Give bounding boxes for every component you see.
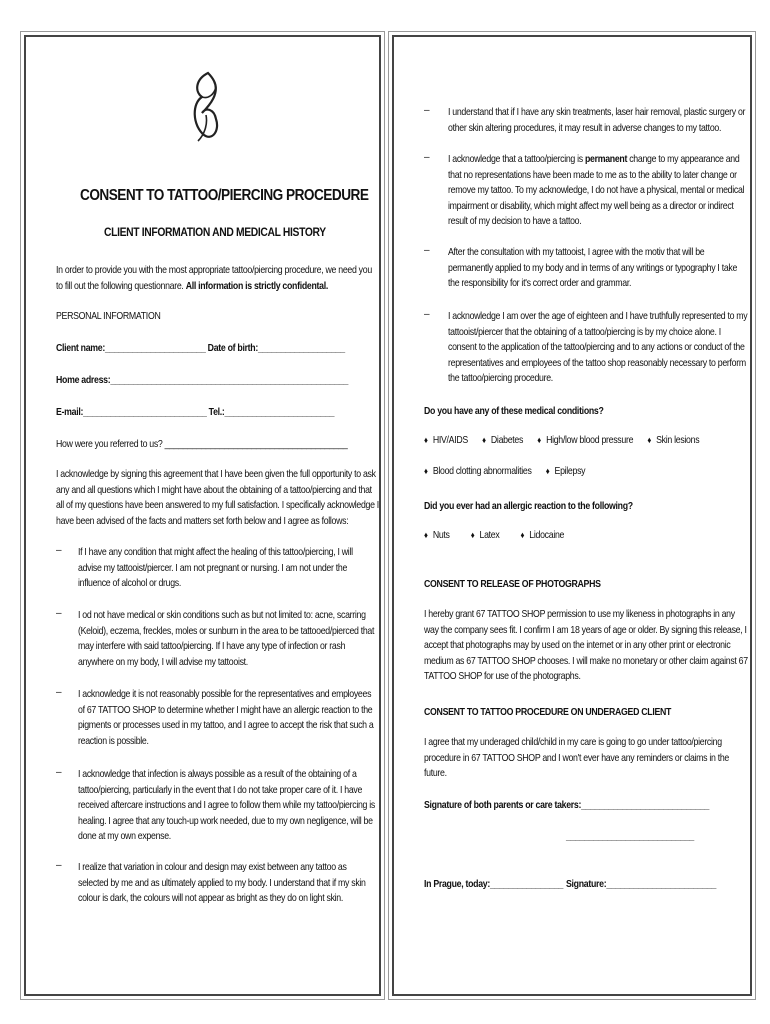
intro-plain: to fill out the following questionnare.: [56, 280, 186, 292]
item-line: representatives and employees of the tattoo shop reasonably necessary to perform: [448, 357, 746, 369]
dash-bullet: –: [424, 245, 430, 256]
item-text: [78, 545, 353, 592]
item-line: tattoo/piercing, particularly in the event that I do not take proper care of it. I have: [78, 784, 363, 796]
item-line: other skin altering procedures, it may result in adverse changes to my tattoo.: [448, 122, 722, 134]
item-line: the responsibility for it's correct order and grammar.: [448, 278, 632, 289]
photo-line: medium as 67 TATTOO SHOP chooses. I will make no monetary or other claim against 67: [424, 655, 748, 667]
dash-bullet: –: [424, 309, 430, 320]
item-line: pigments or processes used in my tattoo, and I agree to accept the risk that such a: [78, 720, 374, 731]
underage-line: I agree that my underaged child/child in my care is going to go under tattoo/piercing: [424, 737, 722, 748]
place-date-field[interactable]: In Prague, today:________________: [424, 879, 564, 890]
condition-option[interactable]: Blood clotting abnormalities: [432, 466, 532, 477]
parents-signature-line-2[interactable]: ____________________________: [566, 831, 695, 842]
item-line: (Keloid), eczema, freckles, moles or sunburn in the area to be tattooed/pierced that: [78, 625, 375, 637]
item-line: I understand that if I have any skin treatments, laser hair removal, plastic surgery or: [448, 107, 746, 118]
condition-option[interactable]: Epilepsy: [554, 466, 586, 477]
item-line: If I have any condition that might affect the healing of this tattoo/piercing, I will: [78, 547, 353, 558]
medical-conditions-row: [424, 435, 711, 446]
item-lead: I acknowledge that a tattoo/piercing is: [448, 154, 585, 165]
personal-heading: PERSONAL INFORMATION: [56, 311, 161, 322]
email-tel-field[interactable]: E-mail:___________________________ Tel.:________________________: [56, 407, 335, 418]
underage-paragraph: [424, 735, 729, 782]
item-text: [448, 245, 737, 292]
right-page: [392, 35, 752, 996]
item-line: I acknowledge it is not reasonably possible for the representatives and employees: [78, 689, 372, 700]
diamond-icon: ♦: [424, 466, 428, 476]
item-lead-rest: change to my appearance and: [629, 154, 740, 165]
allergy-option[interactable]: Latex: [479, 530, 500, 541]
dash-bullet: –: [56, 860, 62, 871]
photo-line: way the company sees fit. I confirm I am 18 years of age or older. By signing this release, I: [424, 624, 747, 636]
item-text: [448, 309, 747, 387]
ack-line: any and all questions which I might have about the obtaining of a tattoo/piercing and that: [56, 484, 372, 496]
condition-option[interactable]: Skin lesions: [656, 435, 700, 446]
item-text: [78, 687, 373, 749]
dash-bullet: –: [424, 105, 430, 116]
item-text: [448, 105, 745, 136]
condition-option[interactable]: High/low blood pressure: [546, 435, 634, 446]
item-text: [78, 860, 366, 907]
item-lead-bold: permanent: [584, 154, 628, 165]
condition-option[interactable]: Diabetes: [490, 435, 524, 446]
item-line: advise my tattooist/piercer. I am not pregnant or nursing. I am not under the: [78, 562, 348, 574]
item-line: may interfere with said tattoo/piercing. If I have any type of infection or rash: [78, 641, 346, 652]
item-line: consent to the application of the tattoo/piercing and to any actions or conduct of the: [448, 342, 745, 353]
medical-conditions-row: [424, 466, 597, 477]
item-text: [78, 767, 375, 845]
referred-field[interactable]: How were you referred to us? ________________________________________: [56, 439, 348, 450]
allergy-row: [424, 530, 576, 541]
medical-heading: Do you have any of these medical conditions?: [424, 406, 604, 417]
dash-bullet: –: [56, 767, 62, 778]
document-title: CONSENT TO TATTOO/PIERCING PROCEDURE: [80, 187, 369, 204]
parents-signature-field[interactable]: Signature of both parents or care takers:____________________________: [424, 800, 710, 811]
item-line: result of my decision to have a tattoo.: [448, 216, 582, 227]
item-line: done at my own expense.: [78, 831, 171, 842]
diamond-icon: ♦: [470, 530, 475, 540]
item-line: influence of alcohol or drugs.: [78, 578, 181, 589]
underage-line: future.: [424, 768, 447, 779]
dash-bullet: –: [56, 608, 62, 619]
item-line: reaction is possible.: [78, 735, 149, 747]
photo-line: TATTOO SHOP for use of the photographs.: [424, 671, 581, 682]
client-name-field[interactable]: Client name:______________________ Date of birth:___________________: [56, 343, 345, 354]
item-line: I realize that variation in colour and design may exist between any tattoo as: [78, 862, 347, 873]
dash-bullet: –: [56, 687, 62, 698]
diamond-icon: ♦: [520, 530, 525, 540]
photo-paragraph: [424, 607, 748, 685]
item-line: I acknowledge that infection is always possible as a result of the obtaining of a: [78, 769, 357, 780]
diamond-icon: ♦: [647, 435, 651, 445]
underage-line: procedure in 67 TATTOO SHOP and I won't ever have any reminders or claims in the: [424, 752, 730, 764]
item-line: permanently applied to my body and in terms of any writings or typography I take: [448, 262, 738, 274]
item-line: I acknowledge I am over the age of eighteen and I have truthfully represented to my: [448, 311, 748, 322]
diamond-icon: ♦: [482, 435, 486, 445]
item-line: [448, 152, 744, 168]
left-page: [24, 35, 381, 996]
condition-option[interactable]: HIV/AIDS: [432, 435, 468, 446]
allergy-option[interactable]: Lidocaine: [529, 530, 565, 541]
item-line: remove my tattoo. To my acknowledge, I do not have a physical, mental or medical: [448, 185, 745, 196]
diamond-icon: ♦: [424, 530, 428, 540]
item-line: healing. I agree that any touch-up work needed, due to my own negligence, will be: [78, 815, 373, 827]
dash-bullet: –: [424, 152, 430, 163]
item-line: received aftercare instructions and I agree to follow them while my tattoo/piercing is: [78, 800, 375, 811]
diamond-icon: ♦: [537, 435, 541, 445]
item-text: [448, 152, 744, 230]
photo-line: I hereby grant 67 TATTOO SHOP permission to use my likeness in photographs in any: [424, 609, 735, 620]
item-line: colour is dark, the colours will not appear as bright as they do on light skin.: [78, 893, 344, 904]
signature-field[interactable]: Signature:________________________: [566, 879, 717, 890]
intro-line: In order to provide you with the most appropriate tattoo/piercing procedure, we need you: [56, 265, 372, 276]
intro-bold: All information is strictly confidental.: [185, 280, 328, 292]
item-line: of 67 TATTOO SHOP to determine whether I might have an allergic reaction to the: [78, 704, 373, 716]
intro-line: [56, 279, 372, 295]
item-line: that no representations have been made to me as to the ability to later change or: [448, 169, 737, 181]
allergy-option[interactable]: Nuts: [432, 530, 450, 541]
dash-bullet: –: [56, 545, 62, 556]
item-line: impairment or disability, which might affect my well being as a director or indirect: [448, 200, 734, 212]
photo-heading: CONSENT TO RELEASE OF PHOTOGRAPHS: [424, 579, 601, 590]
section-subtitle: CLIENT INFORMATION AND MEDICAL HISTORY: [104, 225, 326, 239]
intro-text: [56, 263, 372, 294]
home-address-field[interactable]: Home adress:____________________________________________________: [56, 375, 349, 386]
item-text: [78, 608, 374, 670]
ack-line: I acknowledge by signing this agreement that I have been given the full opportunity to ask: [56, 469, 376, 480]
ack-line: have been advised of the facts and matters set forth below and I agree as follows:: [56, 515, 349, 527]
diamond-icon: ♦: [545, 466, 550, 476]
item-line: I od not have medical or skin conditions such as but not limited to: acne, scarring: [78, 610, 366, 621]
item-line: anywhere on my body, I will advise my tattooist.: [78, 656, 248, 668]
shop-logo: [186, 69, 226, 149]
photo-line: accept that photographs may by used on the internet or in any other print or electronic: [424, 640, 731, 651]
item-line: the tattoo/piercing procedure.: [448, 373, 553, 384]
acknowledgement-paragraph: [56, 467, 379, 529]
diamond-icon: ♦: [424, 435, 428, 445]
item-line: selected by me and as ultimately applied to my body. I understand that if my skin: [78, 877, 366, 889]
ack-line: all of my questions have been answered to my full satisfaction. I specifically acknowledge I: [56, 500, 379, 511]
item-line: After the consultation with my tattooist, I agree with the motiv that will be: [448, 247, 705, 258]
allergy-heading: Did you ever had an allergic reaction to the following?: [424, 501, 633, 512]
item-line: tattooist/piercer that the obtaining of a tattoo/piercing is by my choice alone. I: [448, 326, 721, 338]
underage-heading: CONSENT TO TATTOO PROCEDURE ON UNDERAGED CLIENT: [424, 707, 672, 718]
